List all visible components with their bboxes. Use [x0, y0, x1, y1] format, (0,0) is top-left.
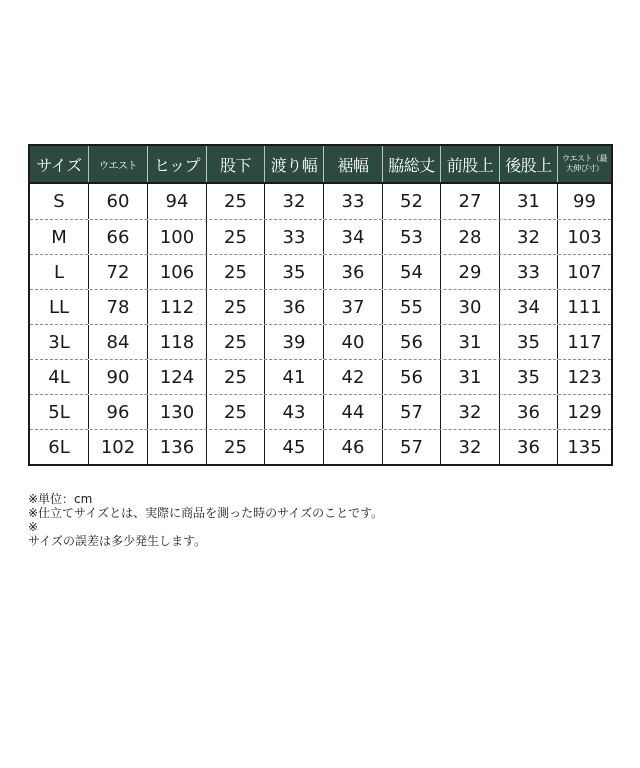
measurement-cell: 25 — [206, 325, 264, 359]
measurement-cell: 55 — [382, 290, 440, 324]
measurement-cell: 25 — [206, 184, 264, 219]
table-row — [30, 359, 611, 394]
measurement-cell: 32 — [499, 220, 557, 254]
notes — [28, 492, 383, 548]
size-label-cell: S — [53, 191, 65, 212]
measurement-cell: 41 — [264, 360, 323, 394]
header-side-length: 脇総丈 — [382, 146, 440, 182]
measurement-cell: 31 — [440, 325, 499, 359]
measurement-cell: 31 — [440, 360, 499, 394]
size-label-cell: 6L — [48, 436, 70, 458]
measurement-cell: 111 — [557, 290, 611, 324]
measurement-cell: 35 — [499, 325, 557, 359]
measurement-cell: 33 — [499, 255, 557, 289]
measurement-cell: 28 — [440, 220, 499, 254]
note-measurement: ※仕立てサイズとは、実際に商品を測った時のサイズのことです。 — [28, 506, 384, 520]
measurement-cell: 129 — [557, 395, 611, 429]
measurement-cell: 34 — [499, 290, 557, 324]
measurement-cell: 36 — [499, 395, 557, 429]
measurement-cell: 35 — [264, 255, 323, 289]
measurement-cell: 31 — [499, 184, 557, 219]
header-hem-width: 裾幅 — [323, 146, 382, 182]
note-mark: ※ — [28, 520, 39, 534]
note-unit: ※単位：cm — [28, 492, 93, 506]
note-tolerance: サイズの誤差は多少発生します。 — [28, 534, 207, 548]
measurement-cell: 118 — [147, 325, 206, 359]
measurement-cell: 27 — [440, 184, 499, 219]
size-label-cell: 4L — [48, 366, 70, 388]
table-row — [30, 429, 611, 464]
measurement-cell: 43 — [264, 395, 323, 429]
size-chart-table — [28, 144, 613, 466]
measurement-cell: 25 — [206, 360, 264, 394]
table-row — [30, 254, 611, 289]
measurement-cell: 29 — [440, 255, 499, 289]
measurement-cell: 130 — [147, 395, 206, 429]
measurement-cell: 66 — [88, 220, 147, 254]
measurement-cell: 25 — [206, 220, 264, 254]
measurement-cell: 25 — [206, 290, 264, 324]
header-thigh-width: 渡り幅 — [264, 146, 323, 182]
measurement-cell: 30 — [440, 290, 499, 324]
measurement-cell: 60 — [88, 184, 147, 219]
measurement-cell: 94 — [147, 184, 206, 219]
measurement-cell: 102 — [88, 430, 147, 464]
header-inseam: 股下 — [206, 146, 264, 182]
header-waist: ウエスト — [88, 146, 147, 182]
header-waist-max-stretch: ウエスト（最大伸び寸） — [557, 146, 611, 182]
header-back-rise: 後股上 — [499, 146, 557, 182]
measurement-cell: 45 — [264, 430, 323, 464]
measurement-cell: 54 — [382, 255, 440, 289]
measurement-cell: 124 — [147, 360, 206, 394]
size-label-cell: 5L — [48, 401, 70, 423]
measurement-cell: 25 — [206, 255, 264, 289]
measurement-cell: 32 — [264, 184, 323, 219]
size-label-cell: L — [53, 261, 65, 283]
table-row — [30, 184, 611, 219]
table-row — [30, 219, 611, 254]
measurement-cell: 106 — [147, 255, 206, 289]
measurement-cell: 57 — [382, 395, 440, 429]
measurement-cell: 100 — [147, 220, 206, 254]
measurement-cell: 103 — [557, 220, 611, 254]
measurement-cell: 46 — [323, 430, 382, 464]
table-header-row — [30, 146, 611, 184]
measurement-cell: 40 — [323, 325, 382, 359]
measurement-cell: 57 — [382, 430, 440, 464]
measurement-cell: 135 — [557, 430, 611, 464]
measurement-cell: 36 — [499, 430, 557, 464]
measurement-cell: 72 — [88, 255, 147, 289]
size-label-cell: M — [51, 226, 67, 248]
measurement-cell: 136 — [147, 430, 206, 464]
measurement-cell: 99 — [557, 184, 611, 219]
header-front-rise: 前股上 — [440, 146, 499, 182]
table-row — [30, 324, 611, 359]
measurement-cell: 36 — [323, 255, 382, 289]
table-row — [30, 394, 611, 429]
table-row — [30, 289, 611, 324]
measurement-cell: 36 — [264, 290, 323, 324]
measurement-cell: 25 — [206, 430, 264, 464]
measurement-cell: 33 — [264, 220, 323, 254]
measurement-cell: 112 — [147, 290, 206, 324]
measurement-cell: 33 — [323, 184, 382, 219]
measurement-cell: 34 — [323, 220, 382, 254]
measurement-cell: 56 — [382, 360, 440, 394]
measurement-cell: 32 — [440, 395, 499, 429]
measurement-cell: 107 — [557, 255, 611, 289]
measurement-cell: 84 — [88, 325, 147, 359]
measurement-cell: 117 — [557, 325, 611, 359]
table-body — [30, 184, 611, 464]
measurement-cell: 96 — [88, 395, 147, 429]
size-label-cell: LL — [48, 296, 70, 318]
measurement-cell: 52 — [382, 184, 440, 219]
size-label-cell: 3L — [48, 331, 70, 353]
measurement-cell: 42 — [323, 360, 382, 394]
measurement-cell: 37 — [323, 290, 382, 324]
measurement-cell: 25 — [206, 395, 264, 429]
header-size: サイズ — [36, 155, 82, 175]
measurement-cell: 35 — [499, 360, 557, 394]
measurement-cell: 44 — [323, 395, 382, 429]
measurement-cell: 53 — [382, 220, 440, 254]
measurement-cell: 39 — [264, 325, 323, 359]
measurement-cell: 123 — [557, 360, 611, 394]
header-hip: ヒップ — [147, 146, 206, 182]
measurement-cell: 56 — [382, 325, 440, 359]
measurement-cell: 32 — [440, 430, 499, 464]
measurement-cell: 78 — [88, 290, 147, 324]
measurement-cell: 90 — [88, 360, 147, 394]
